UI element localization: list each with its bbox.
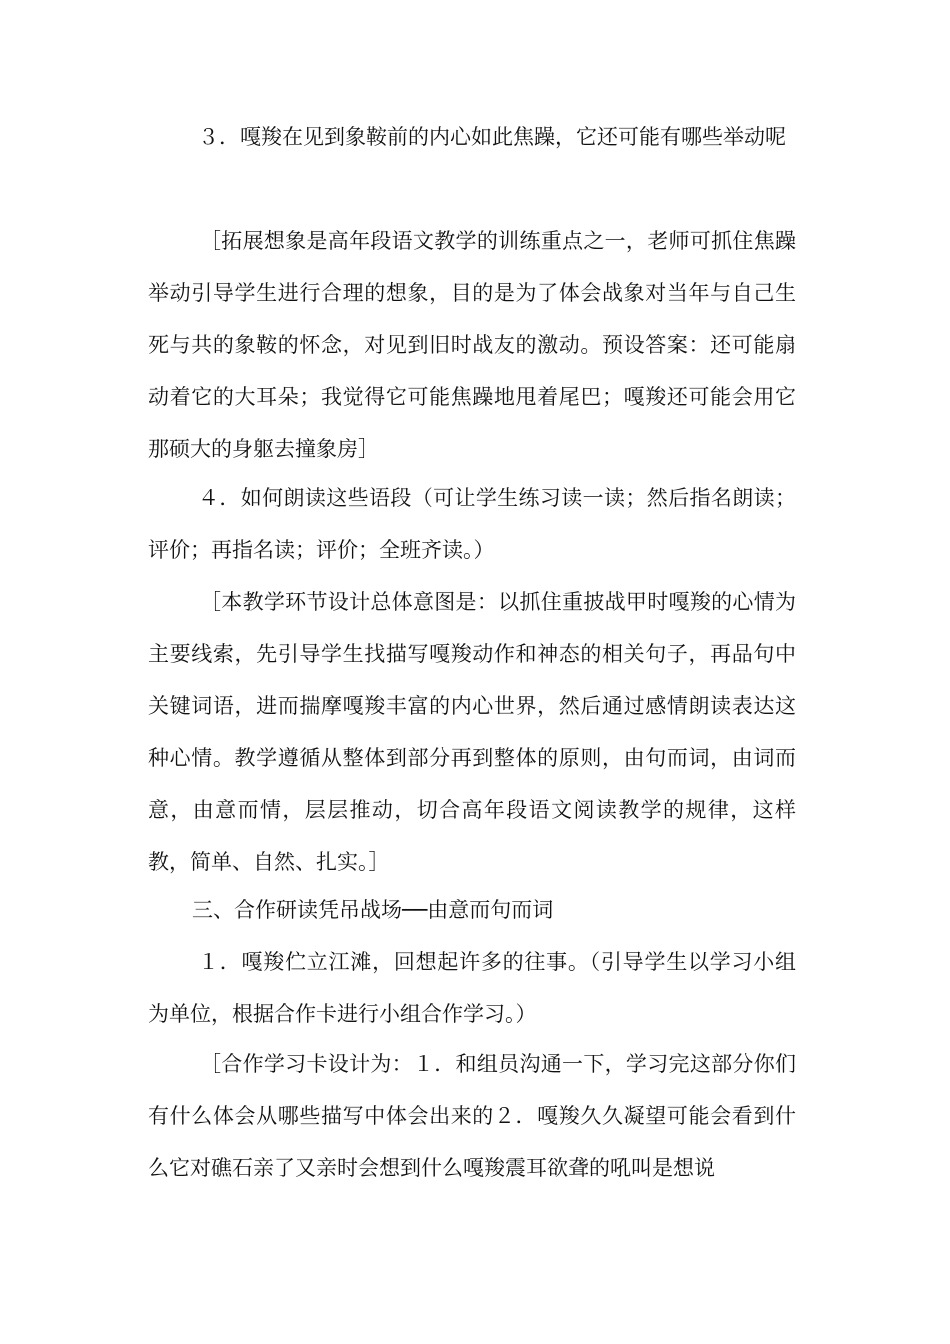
- paragraph-note-imagination: ［拓展想象是高年段语文教学的训练重点之一，老师可抓住焦躁举动引导学生进行合理的想象，目的是为了体会战象对当年与自己生死与共的象鞍的怀念，对见到旧时战友的激动。预设答案：还可能扇动着它的大耳朵；我觉得它可能焦躁地甩着尾巴；嘎羧还可能会用它那硕大的身躯去撞象房］: [148, 229, 796, 461]
- paragraph-question-4: ４．如何朗读这些语段（可让学生练习读一读；然后指名朗读；评价；再指名读；评价；全班齐读。）: [148, 486, 796, 562]
- paragraph-note-design-intent: ［本教学环节设计总体意图是：以抓住重披战甲时嘎羧的心情为主要线索，先引导学生找描写嘎羧动作和神态的相关句子，再品句中关键词语，进而揣摩嘎羧丰富的内心世界，然后通过感情朗读表达这种心情。教学遵循从整体到部分再到整体的原则，由句而词，由词而意，由意而情，层层推动，切合高年段语文阅读教学的规律，这样教，简单、自然、扎实。］: [148, 590, 796, 874]
- paragraph-question-3: ３．嘎羧在见到象鞍前的内心如此焦躁，它还可能有哪些举动呢: [198, 125, 786, 149]
- paragraph-item-1: １．嘎羧伫立江滩，回想起许多的往事。（引导学生以学习小组为单位，根据合作卡进行小组合作学习。）: [148, 950, 796, 1026]
- section-heading-three: 三、合作研读凭吊战场──由意而句而词: [192, 898, 554, 922]
- paragraph-note-cooperation-card: ［合作学习卡设计为：１．和组员沟通一下，学习完这部分你们有什么体会从哪些描写中体会出来的２．嘎羧久久凝望可能会看到什么它对礁石亲了又亲时会想到什么嘎羧震耳欲聋的吼叫是想说: [148, 1052, 796, 1180]
